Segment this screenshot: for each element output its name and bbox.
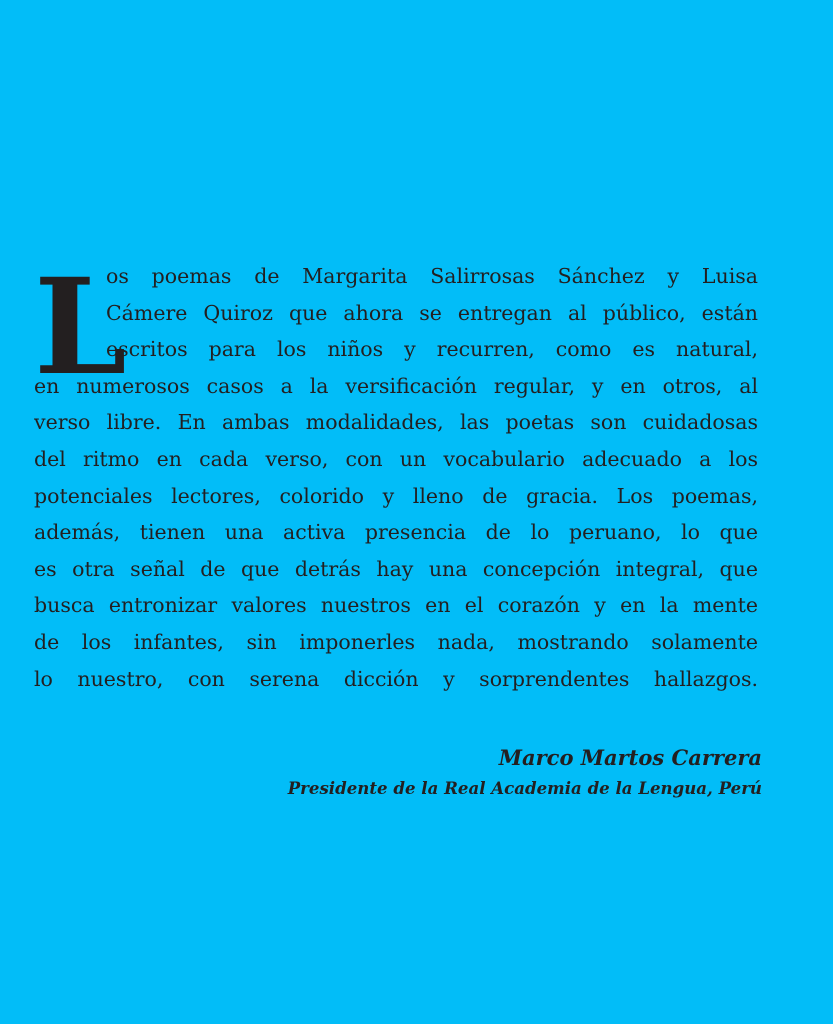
- author-role: Presidente de la Real Academia de la Lengua, Perú: [287, 778, 762, 798]
- text-line: verso libre. En ambas modalidades, las poetas son cuidadosas: [34, 410, 758, 435]
- text-line: es otra señal de que detrás hay una concepción integral, que: [34, 556, 758, 581]
- text-line: os poemas de Margarita Salirrosas Sánchez y Luisa: [106, 264, 758, 288]
- text-line: lo nuestro, con serena dicción y sorprendentes hallazgos.: [34, 666, 758, 691]
- text-line: busca entronizar valores nuestros en el corazón y en la mente: [34, 593, 758, 618]
- author-name: Marco Martos Carrera: [498, 745, 762, 770]
- body-text: [34, 250, 758, 697]
- drop-cap: L: [34, 250, 127, 405]
- text-line: además, tienen una activa presencia de lo peruano, lo que: [34, 520, 758, 545]
- text-line: en numerosos casos a la versificación regular, y en otros, al: [34, 373, 758, 398]
- signature-block: [288, 742, 762, 802]
- text-line: potenciales lectores, colorido y lleno de gracia. Los poemas,: [34, 483, 758, 508]
- text-line: del ritmo en cada verso, con un vocabulario adecuado a los: [34, 446, 758, 471]
- text-line: escritos para los niños y recurren, como es natural,: [106, 337, 758, 362]
- text-line: de los infantes, sin imponerles nada, mostrando solamente: [34, 629, 758, 654]
- text-line: Cámere Quiroz que ahora se entregan al público, están: [106, 300, 758, 325]
